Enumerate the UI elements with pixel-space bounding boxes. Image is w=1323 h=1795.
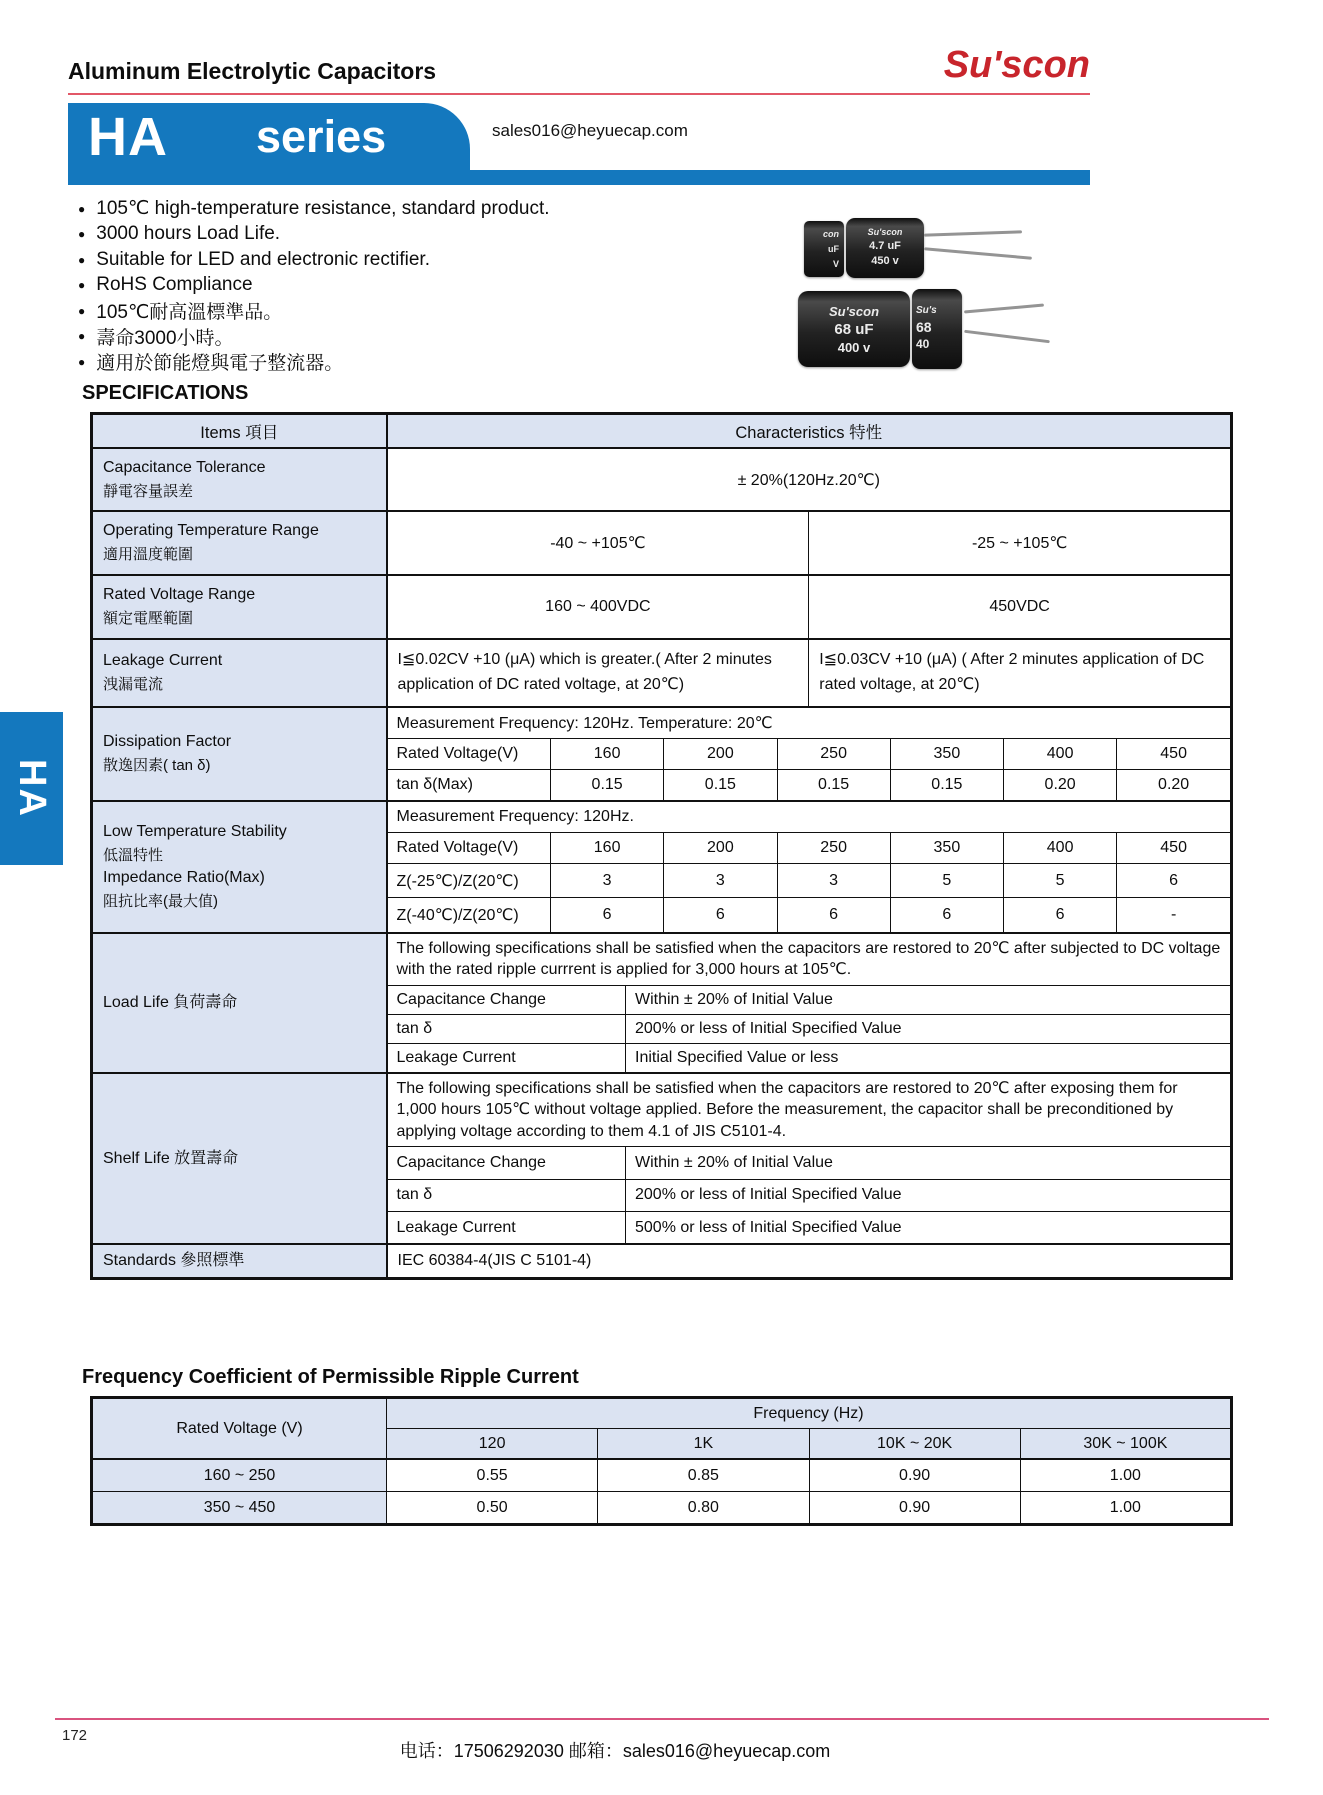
spec-subtable	[388, 512, 1231, 574]
bullet-icon: ●	[78, 278, 86, 293]
spec-value-group	[387, 933, 1232, 1073]
bullet-icon: ●	[78, 329, 86, 344]
freq-col: 1K	[598, 1429, 809, 1460]
spec-row-label: Rated Voltage Range 額定電壓範圍	[92, 575, 387, 639]
frequency-heading: Frequency Coefficient of Permissible Ripple Current	[82, 1366, 579, 1388]
spec-row-low-temp	[92, 801, 1232, 933]
shelf-life-subtable	[388, 1147, 1231, 1243]
bullet-icon: ●	[78, 303, 86, 318]
cell: 160	[551, 833, 664, 864]
spec-value-group	[387, 801, 1232, 933]
spec-row-rated-voltage	[92, 575, 1232, 639]
row-label: Leakage Current	[388, 1211, 626, 1243]
cell: 6	[664, 898, 777, 932]
cell: 200% or less of Initial Specified Value	[626, 1179, 1231, 1211]
cell: 0.85	[598, 1459, 809, 1492]
spec-row-label: Load Life 負荷壽命	[92, 933, 387, 1073]
table-row	[388, 986, 1231, 1015]
cell: -	[1117, 898, 1230, 932]
contact-email: sales016@heyuecap.com	[492, 121, 688, 140]
feature-item	[78, 247, 550, 273]
capacitor-small	[846, 218, 924, 278]
table-row	[388, 1211, 1231, 1243]
spec-row-operating-temp	[92, 511, 1232, 575]
feature-text: Suitable for LED and electronic rectifier.	[96, 248, 430, 270]
spec-value: I≦0.02CV +10 (μA) which is greater.( After 2 minutes application of DC rated voltage, at 20℃)	[388, 640, 809, 706]
spec-row-label: Dissipation Factor 散逸因素( tan δ)	[92, 707, 387, 801]
load-life-subtable	[388, 986, 1231, 1072]
capacitor-large-partial	[912, 289, 962, 369]
capacitor-lead	[924, 230, 1022, 236]
table-row	[388, 770, 1231, 801]
row-label: Leakage Current	[388, 1043, 626, 1072]
side-tab-label: HA	[10, 759, 53, 818]
spec-value: IEC 60384-4(JIS C 5101-4)	[387, 1244, 1232, 1278]
cell: 400	[1004, 833, 1117, 864]
spec-value: 160 ~ 400VDC	[388, 576, 809, 638]
feature-text: RoHS Compliance	[96, 274, 253, 296]
footer-contact: 电话：17506292030 邮箱：sales016@heyuecap.com	[399, 1741, 831, 1761]
bullet-icon: ●	[78, 201, 86, 216]
cell: 0.55	[387, 1459, 598, 1492]
feature-item	[78, 273, 550, 299]
cell: 0.15	[551, 770, 664, 801]
feature-item	[78, 324, 550, 350]
freq-col-rated-voltage: Rated Voltage (V)	[92, 1398, 387, 1460]
cell: 0.20	[1004, 770, 1117, 801]
cell: Within ± 20% of Initial Value	[626, 986, 1231, 1015]
spec-row-dissipation	[92, 707, 1232, 801]
feature-item	[78, 298, 550, 324]
cell: 1.00	[1020, 1492, 1231, 1525]
spec-value-group	[387, 707, 1232, 801]
product-photo	[788, 205, 1038, 377]
shelf-life-intro: The following specifications shall be satisfied when the capacitors are restored to 20℃ after exposing them for 1,000 hours 105℃ without voltage applied. Before the measurement, the capacitor shall be preconditioned by applying voltage according to them 4.1 of JIS C5101-4.	[388, 1074, 1231, 1148]
feature-text: 壽命3000小時。	[96, 327, 234, 349]
freq-col: 30K ~ 100K	[1020, 1429, 1231, 1460]
row-label: tan δ	[388, 1179, 626, 1211]
cell: 0.90	[809, 1459, 1020, 1492]
spec-row-leakage-current	[92, 639, 1232, 707]
spec-row-label: Leakage Current 洩漏電流	[92, 639, 387, 707]
brand-logo: Su'scon	[943, 44, 1090, 86]
cell: 6	[1004, 898, 1117, 932]
table-row	[388, 1179, 1231, 1211]
cell: 200% or less of Initial Specified Value	[626, 1014, 1231, 1043]
spec-value: -40 ~ +105℃	[388, 512, 809, 574]
cell: 200	[664, 739, 777, 770]
cell: 5	[1004, 864, 1117, 898]
cell: 0.15	[777, 770, 890, 801]
footer-rule	[55, 1718, 1269, 1720]
cell: 0.15	[890, 770, 1003, 801]
voltage-range: 160 ~ 250	[92, 1459, 387, 1492]
row-label: Capacitance Change	[388, 1147, 626, 1179]
cell: 1.00	[1020, 1459, 1231, 1492]
series-side-tab	[0, 712, 63, 865]
feature-item	[78, 222, 550, 248]
spec-row-capacitance-tolerance	[92, 448, 1232, 511]
cell: 3	[664, 864, 777, 898]
cap-text: 40	[916, 337, 930, 351]
cell: 5	[890, 864, 1003, 898]
series-code: HA	[88, 106, 168, 167]
spec-row-label: Operating Temperature Range 適用溫度範圍	[92, 511, 387, 575]
cell: 250	[777, 739, 890, 770]
cap-voltage: 450 v	[871, 255, 899, 267]
page-number: 172	[62, 1727, 88, 1744]
specifications-table	[90, 412, 1233, 1280]
feature-item	[78, 349, 550, 375]
table-row	[388, 864, 1231, 898]
freq-data-row	[92, 1492, 1232, 1525]
cap-text: 68	[916, 319, 932, 335]
cell: 450	[1117, 739, 1230, 770]
cell: 450	[1117, 833, 1230, 864]
cell: 6	[1117, 864, 1230, 898]
table-row	[388, 1147, 1231, 1179]
spec-row-label: Capacitance Tolerance 靜電容量誤差	[92, 448, 387, 511]
series-banner	[68, 103, 470, 170]
cap-text: uF	[828, 244, 839, 254]
cap-text: Su's	[916, 305, 937, 316]
cell: Within ± 20% of Initial Value	[626, 1147, 1231, 1179]
row-label: tan δ(Max)	[388, 770, 551, 801]
row-label: Z(-25℃)/Z(20℃)	[388, 864, 551, 898]
header-rule	[68, 93, 1090, 95]
spec-row-label: Shelf Life 放置壽命	[92, 1073, 387, 1245]
spec-subtable	[388, 576, 1231, 638]
row-label: Rated Voltage(V)	[388, 739, 551, 770]
spec-row-load-life	[92, 933, 1232, 1073]
spec-header-row	[92, 414, 1232, 449]
cell: 500% or less of Initial Specified Value	[626, 1211, 1231, 1243]
spec-col-items: Items 項目	[92, 414, 387, 449]
cell: Initial Specified Value or less	[626, 1043, 1231, 1072]
feature-text: 3000 hours Load Life.	[96, 223, 281, 245]
impedance-subtable	[388, 833, 1231, 932]
bullet-icon: ●	[78, 227, 86, 242]
freq-data-row	[92, 1459, 1232, 1492]
freq-header-row	[92, 1398, 1232, 1429]
cell: 400	[1004, 739, 1117, 770]
cell: 0.80	[598, 1492, 809, 1525]
load-life-intro: The following specifications shall be satisfied when the capacitors are restored to 20℃ after subjected to DC voltage with the rated ripple currrent is applied for 3,000 hours at 105℃.	[388, 934, 1231, 986]
freq-col: 120	[387, 1429, 598, 1460]
table-row	[388, 833, 1231, 864]
feature-text: 105℃耐高溫標準品。	[96, 302, 283, 324]
spec-row-standards	[92, 1244, 1232, 1278]
row-label: tan δ	[388, 1014, 626, 1043]
cell: 350	[890, 833, 1003, 864]
spec-subtable	[388, 640, 1231, 706]
row-label: Capacitance Change	[388, 986, 626, 1015]
capacitor-lead	[964, 330, 1050, 343]
cap-text: con	[822, 229, 839, 239]
spec-row-shelf-life	[92, 1073, 1232, 1245]
bullet-icon: ●	[78, 252, 86, 267]
feature-item	[78, 196, 550, 222]
spec-value-group	[387, 639, 1232, 707]
specifications-heading: SPECIFICATIONS	[82, 382, 249, 404]
dissipation-subtable	[388, 739, 1231, 800]
spec-row-label: Standards 參照標準	[92, 1244, 387, 1278]
row-label: Z(-40℃)/Z(20℃)	[388, 898, 551, 932]
table-row	[388, 1014, 1231, 1043]
spec-value: ± 20%(120Hz.20℃)	[387, 448, 1232, 511]
cell: 200	[664, 833, 777, 864]
spec-value-group	[387, 1073, 1232, 1245]
spec-value: 450VDC	[809, 576, 1230, 638]
capacitor-lead	[964, 304, 1044, 314]
spec-col-characteristics: Characteristics 特性	[387, 414, 1232, 449]
cell: 350	[890, 739, 1003, 770]
spec-row-label: Low Temperature Stability 低溫特性 Impedance Ratio(Max) 阻抗比率(最大值)	[92, 801, 387, 933]
cap-value: 4.7 uF	[869, 240, 901, 252]
capacitor-large	[798, 291, 910, 367]
cap-value: 68 uF	[834, 321, 874, 338]
cell: 0.15	[664, 770, 777, 801]
spec-value: -25 ~ +105℃	[809, 512, 1230, 574]
page-title: Aluminum Electrolytic Capacitors	[68, 58, 437, 84]
table-row	[388, 739, 1231, 770]
measurement-note: Measurement Frequency: 120Hz.	[388, 802, 1231, 833]
banner-strip	[68, 170, 1090, 185]
spec-value: I≦0.03CV +10 (μA) ( After 2 minutes application of DC rated voltage, at 20℃)	[809, 640, 1230, 706]
feature-text: 105℃ high-temperature resistance, standard product.	[96, 198, 550, 220]
cell: 0.50	[387, 1492, 598, 1525]
freq-col-frequency: Frequency (Hz)	[387, 1398, 1232, 1429]
cap-brand: Su'scon	[828, 304, 880, 319]
cell: 6	[890, 898, 1003, 932]
frequency-table	[90, 1396, 1233, 1526]
capacitor-small-partial	[804, 221, 844, 277]
cap-text: V	[832, 259, 839, 269]
cell: 3	[551, 864, 664, 898]
capacitor-lead	[924, 247, 1032, 259]
table-row	[388, 898, 1231, 932]
cell: 3	[777, 864, 890, 898]
row-label: Rated Voltage(V)	[388, 833, 551, 864]
spec-value-group	[387, 575, 1232, 639]
cell: 6	[777, 898, 890, 932]
cell: 0.20	[1117, 770, 1230, 801]
table-row	[388, 1043, 1231, 1072]
voltage-range: 350 ~ 450	[92, 1492, 387, 1525]
spec-value-group	[387, 511, 1232, 575]
measurement-note: Measurement Frequency: 120Hz. Temperature: 20℃	[388, 708, 1231, 739]
cell: 160	[551, 739, 664, 770]
cap-voltage: 400 v	[837, 340, 871, 355]
feature-text: 適用於節能燈與電子整流器。	[96, 353, 344, 375]
series-word: series	[256, 111, 387, 162]
freq-col: 10K ~ 20K	[809, 1429, 1020, 1460]
cell: 6	[551, 898, 664, 932]
cap-brand: Su'scon	[867, 227, 903, 237]
bullet-icon: ●	[78, 354, 86, 369]
cell: 0.90	[809, 1492, 1020, 1525]
feature-list	[78, 196, 550, 375]
cell: 250	[777, 833, 890, 864]
